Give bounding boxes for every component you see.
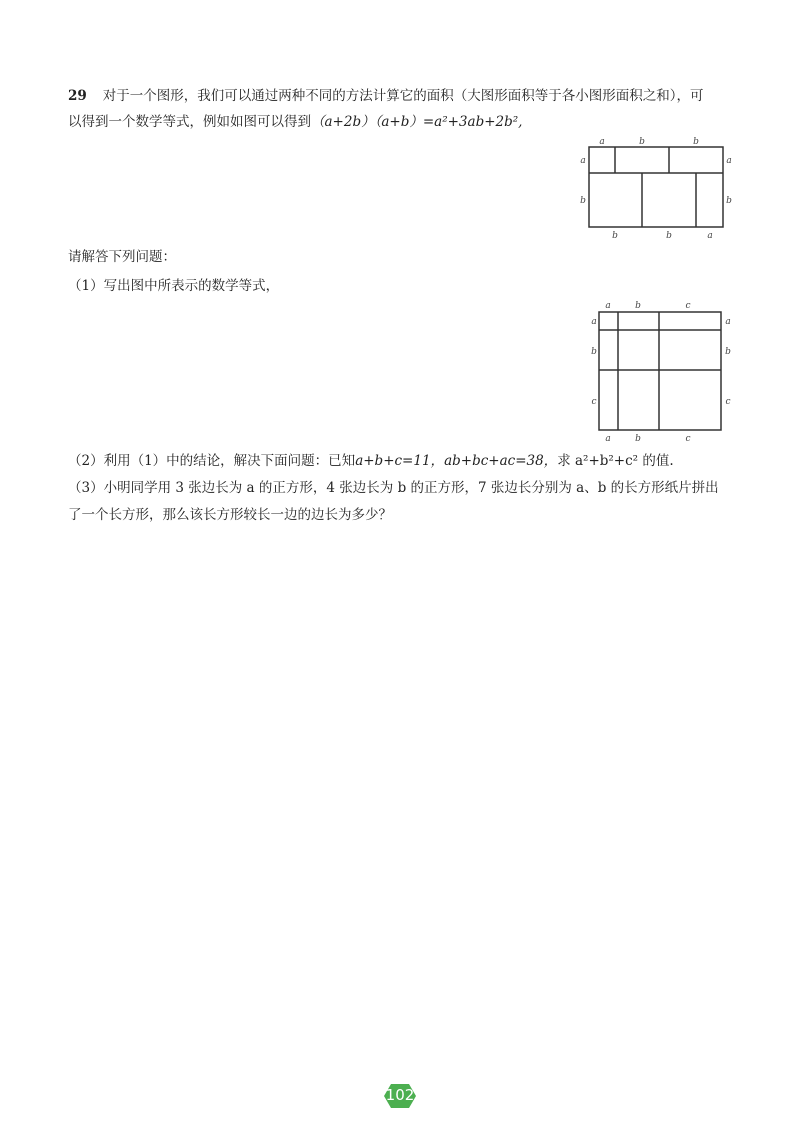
question-part3-line1: （3）小明同学用 3 张边长为 a 的正方形，4 张边长为 b 的正方形，7 张边长分别为 a、b 的长方形纸片拼出 — [68, 480, 719, 496]
part2-condition-sum: a+b+c=11， — [355, 453, 445, 469]
figure-1-bottom-label: b — [612, 231, 618, 241]
figure-1-right-label: a — [726, 156, 732, 166]
question-intro-line2 — [68, 112, 522, 132]
figure-1-top-label: a — [599, 137, 605, 147]
question-intro-line1 — [68, 86, 704, 106]
question-part1: （1）写出图中所表示的数学等式， — [68, 278, 280, 294]
figure-1-bottom-label: b — [666, 231, 672, 241]
part2-text: （2）利用（1）中的结论，解决下面问题：已知 — [68, 453, 356, 469]
figure-2-right-label: a — [725, 317, 731, 327]
figure-2-top-label: a — [605, 301, 611, 311]
figure-2-diagram — [588, 298, 748, 446]
figure-1-bottom-label: a — [707, 231, 713, 241]
figure-1-top-label: b — [693, 137, 699, 147]
figure-1-right-label: b — [726, 196, 732, 206]
example-equation-lhs: （a+2b）（a+b） — [311, 114, 423, 130]
question-part3-line2: 了一个长方形，那么该长方形较长一边的边长为多少？ — [68, 507, 392, 523]
figure-2-right-label: b — [725, 347, 731, 357]
figure-2-left-label: a — [591, 317, 597, 327]
figure-2-right-label: c — [725, 397, 731, 407]
figure-1-diagram — [578, 136, 738, 241]
page-number: 102 — [385, 1086, 415, 1104]
question-prompt: 请解答下列问题： — [68, 249, 176, 265]
part2-condition-products: ab+bc+ac=38， — [444, 453, 558, 469]
question-part2 — [68, 451, 674, 471]
part2-ask: 求 a²+b²+c² 的值. — [557, 453, 674, 469]
figure-1-left-label: b — [580, 196, 586, 206]
figure-2-left-label: b — [591, 347, 597, 357]
figure-2-left-label: c — [591, 397, 597, 407]
figure-2-bottom-label: b — [635, 434, 641, 444]
figure-2-bottom-label: c — [685, 434, 691, 444]
page-number-badge — [383, 1083, 417, 1109]
example-equation-rhs: =a²+3ab+2b², — [422, 114, 523, 130]
question-number: 29 — [68, 88, 87, 104]
figure-1-left-label: a — [580, 156, 586, 166]
intro-text-2: 以得到一个数学等式，例如如图可以得到 — [68, 114, 311, 130]
figure-1-outline — [589, 147, 723, 227]
intro-text-1: 对于一个图形，我们可以通过两种不同的方法计算它的面积（大图形面积等于各小图形面积之和），可 — [102, 88, 704, 104]
figure-2-top-label: c — [685, 301, 691, 311]
figure-1-top-label: b — [639, 137, 645, 147]
figure-2-top-label: b — [635, 301, 641, 311]
figure-2-bottom-label: a — [605, 434, 611, 444]
